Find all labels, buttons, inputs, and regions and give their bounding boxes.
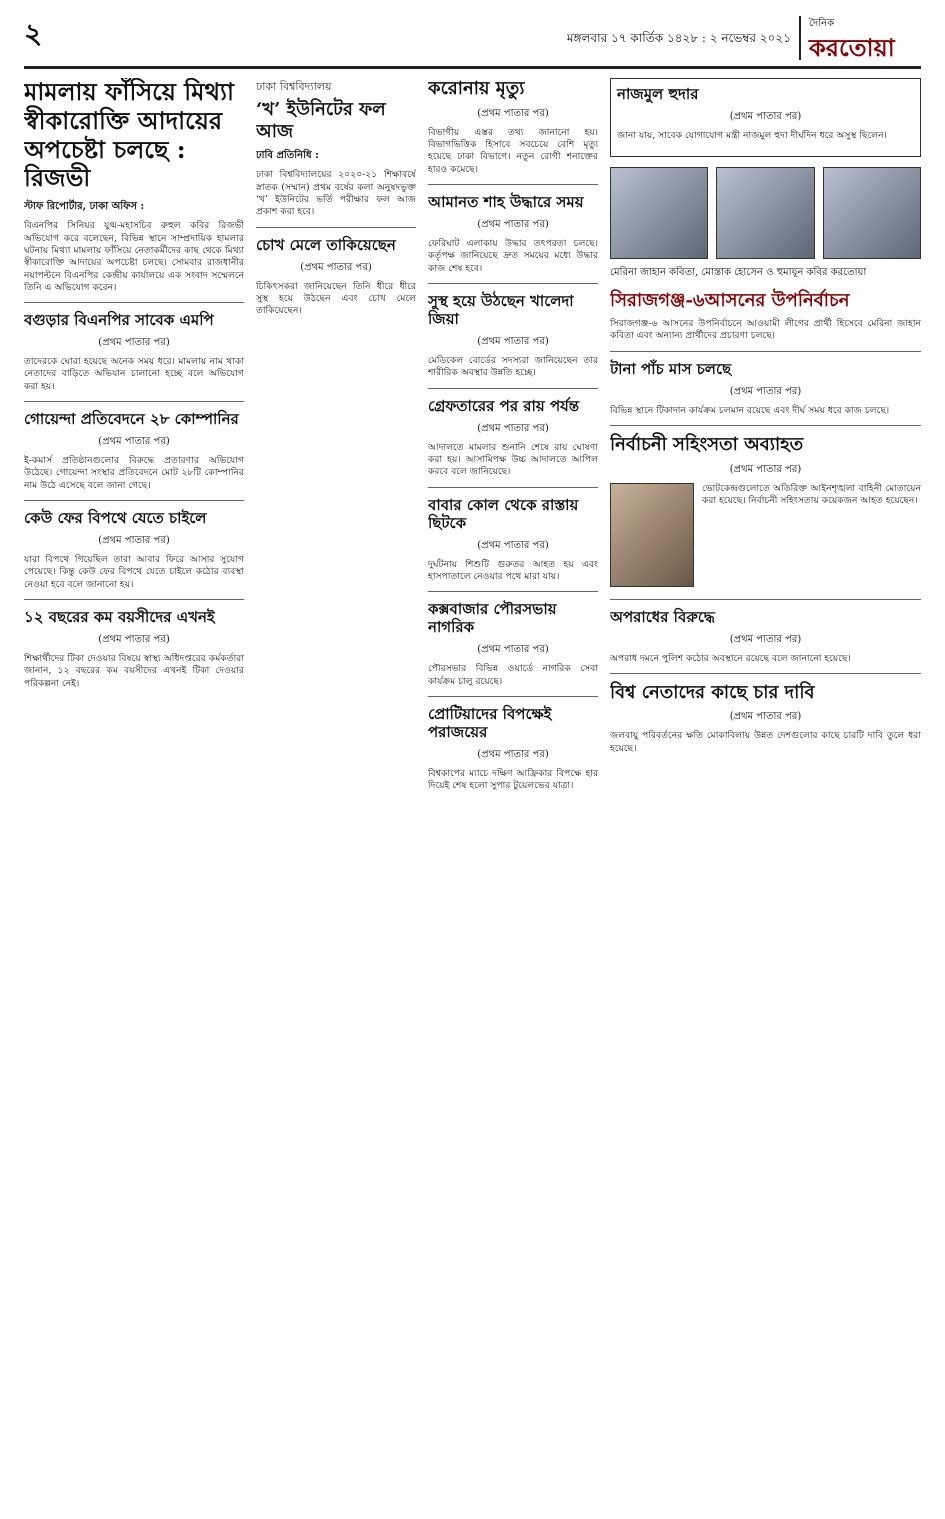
column-4 [610,78,921,1505]
story-continued: (প্রথম পাতার পর) [729,633,802,645]
story-body: পৌরসভার বিভিন্ন ওয়ার্ডে নাগরিক সেবা কার্যক্রম চালু রয়েছে। [428,663,598,687]
divider [428,696,598,697]
divider [24,500,244,501]
story-body: আদালতে মামলার শুনানি শেষে রায় ঘোষণা করা হয়। আসামিপক্ষ উচ্চ আদালতে আপিল করবে বলে জানিয়েছে। [428,441,598,478]
story-body: মেডিকেল বোর্ডের সদস্যরা জানিয়েছেন তার শারীরিক অবস্থার উন্নতি হচ্ছে। [428,354,598,379]
lead-byline: স্টাফ রিপোর্টার, ঢাকা অফিস : [24,201,145,213]
story-title: কক্সবাজার পৌরসভায় নাগরিক [428,600,557,637]
divider [428,388,598,389]
lead-headline: মামলায় ফাঁসিয়ে মিথ্যা স্বীকারোক্তি আদায়ের অপচেষ্টা চলছে : রিজভী [24,78,234,193]
story-continued: (প্রথম পাতার পর) [729,111,802,122]
story-body: শিক্ষার্থীদের টিকা দেওয়ার বিষয়ে স্বাস্থ্য অধিদপ্তরের কর্মকর্তারা জানান, ১২ বছরের কম বয়সীদের এখনই টিকা দেওয়ার পরিকল্পনা নেই। [24,653,244,689]
story-byline: ঢাবি প্রতিনিধি : [256,150,319,162]
story-body: অপরাধ দমনে পুলিশ কঠোর অবস্থানে রয়েছে বলে জানানো হয়েছে। [610,652,851,664]
story-title: বগুড়ার বিএনপির সাবেক এমপি [24,311,214,330]
divider [610,599,921,600]
story-body: ই-কমার্স প্রতিষ্ঠানগুলোর বিরুদ্ধে প্রতারণার অভিযোগ উঠেছে। গোয়েন্দা সংস্থার প্রতিবেদনে মোট ২৮টি কোম্পানির নাম উঠে এসেছে বলে জানা গেছে। [24,455,244,491]
story-title: টানা পাঁচ মাস চলছে [610,359,732,378]
story-body: বিভিন্ন স্থানে টিকাদান কার্যক্রম চলমান রয়েছে এবং দীর্ঘ সময় ধরে কাজ চলছে। [610,404,890,416]
story-title: গোয়েন্দা প্রতিবেদনে ২৮ কোম্পানির [24,410,239,429]
story-body: সিরাজগঞ্জ-৬ আসনের উপনির্বাচনে আওয়ামী লীগের প্রার্থী হিসেবে মেরিনা জাহান কবিতা এবং অন্যান্য প্রার্থীদের প্রচারণা চলছে। [610,317,921,342]
story-title: প্রোটিয়াদের বিপক্ষেই পরাজয়ের [428,704,552,741]
story-body: ভোটকেন্দ্রগুলোতে অতিরিক্ত আইনশৃঙ্খলা বাহিনী মোতায়েন করা হয়েছে। নির্বাচনী সহিংসতায় কয়েকজন আহত হয়েছেন। [702,482,921,506]
story-title: নির্বাচনী সহিংসতা অব্যাহত [610,433,804,455]
story-box [610,78,921,157]
newspaper-logo [799,16,921,60]
story-title: অপরাধের বিরুদ্ধে [610,607,715,626]
divider [610,351,921,352]
story-title: আমানত শাহ উদ্ধারে সময় [428,192,584,211]
column-2 [256,78,416,1505]
story-continued: (প্রথম পাতার পর) [729,385,802,397]
story-title: কেউ ফের বিপথে যেতে চাইলে [24,509,207,528]
lead-body: বিএনপির সিনিয়র যুগ্ম-মহাসচিব রুহুল কবির রিজভী অভিযোগ করে বলেছেন, বিভিন্ন স্থানে সাম্প্রদায়িক হামলার ঘটনায় মিথ্যা মামলায় ফাঁসিয়ে নেতাকর্মীদের কাছ থেকে মিথ্যা স্বীকারোক্তি আদায়ের অপচেষ্টা চলছে। সোমবার রাজধানীর নয়াপল্টনে বিএনপির কেন্দ্রীয় কার্যালয়ে এক সংবাদ সম্মেলনে তিনি এ অভিযোগ করেন। [24,220,244,293]
story-continued: (প্রথম পাতার পর) [98,337,170,349]
story-title: গ্রেফতারের পর রায় পর্যন্ত [428,396,580,415]
story-title: ১২ বছরের কম বয়সীদের এখনই [24,608,215,627]
story-body: জানা যায়, সাবেক যোগাযোগ মন্ত্রী নাজমুল হুদা দীর্ঘদিন ধরে অসুস্থ ছিলেন। [617,130,887,141]
story-body: বিশ্বকাপের ম্যাচে দক্ষিণ আফ্রিকার বিপক্ষে হার দিয়েই শেষ হলো সুপার টুয়েলভের যাত্রা। [428,767,598,792]
story-continued: (প্রথম পাতার পর) [477,107,549,119]
divider [610,425,921,426]
candidate-photo [823,167,921,259]
divider [24,302,244,303]
story-title: করোনায় মৃত্যু [428,78,525,99]
masthead [24,12,921,69]
story-title: চোখ মেলে তাকিয়েছেন [256,235,396,254]
column-1 [24,78,244,1505]
story-body: ঢাকা বিশ্ববিদ্যালয়ের ২০২০-২১ শিক্ষাবর্ষে স্নাতক (সম্মান) প্রথম বর্ষের কলা অনুষদভুক্ত ‘খ’ ইউনিটের ভর্তি পরীক্ষার ফল আজ প্রকাশ করা হবে। [256,169,416,218]
page-number: ২ [24,17,43,50]
divider [428,283,598,284]
story-continued: (প্রথম পাতার পর) [300,261,372,273]
date-line: মঙ্গলবার ১৭ কার্তিক ১৪২৮ : ২ নভেম্বর ২০২১ [566,31,791,45]
story-continued: (প্রথম পাতার পর) [98,634,170,646]
divider [24,401,244,402]
logo-small-text: দৈনিক [809,18,835,29]
story-continued: (প্রথম পাতার পর) [98,436,170,448]
story-continued: (প্রথম পাতার পর) [477,218,549,230]
candidate-photo [716,167,814,259]
story-kicker: ঢাকা বিশ্ববিদ্যালয় [256,80,332,93]
divider [610,673,921,674]
candidate-photo [610,167,708,259]
story-body: বিভাগীয় এস্তর তথ্য জানানো হয়। বিভাগভিত্তিক হিসাবে সবচেয়ে বেশি মৃত্যু হয়েছে ঢাকা বিভাগে। নতুন রোগী শনাক্তের হারও কমেছে। [428,126,598,175]
story-title: সিরাজগঞ্জ-৬আসনের উপনির্বাচন [610,290,850,312]
column-3 [428,78,598,1505]
divider [428,591,598,592]
story-continued: (প্রথম পাতার পর) [729,711,802,723]
divider [428,184,598,185]
story-continued: (প্রথম পাতার পর) [98,535,170,547]
story-title: সুস্থ হয়ে উঠছেন খালেদা জিয়া [428,291,574,328]
photo-row [610,167,921,259]
story-title: ‘খ’ ইউনিটের ফল আজ [256,99,386,142]
story-body: তাদেরকে ঘোরা হয়েছে অনেক সময় ধরে। মামলায় নাম থাকা নেতাদের বাড়িতে অভিযান চালানো হচ্ছে বলে অভিযোগ করা হয়। [24,356,244,392]
story-title: বাবার কোল থেকে রাস্তায় ছিটকে [428,495,579,532]
story-continued: (প্রথম পাতার পর) [477,748,549,760]
story-continued: (প্রথম পাতার পর) [477,335,549,347]
story-body: ফেরিঘাট এলাকায় উদ্ধার তৎপরতা চলছে। কর্তৃপক্ষ জানিয়েছে দ্রুত সময়ের মধ্যে উদ্ধার কাজ শেষ হবে। [428,237,598,274]
divider [428,487,598,488]
story-body: জলবায়ু পরিবর্তনের ক্ষতি মোকাবিলায় উন্নত দেশগুলোর কাছে চারটি দাবি তুলে ধরা হয়েছে। [610,730,921,754]
story-continued: (প্রথম পাতার পর) [729,463,802,475]
story-title: বিশ্ব নেতাদের কাছে চার দাবি [610,681,815,703]
story-continued: (প্রথম পাতার পর) [477,539,549,551]
story-body: যারা বিপথে গিয়েছিল তারা আবার ফিরে আসার সুযোগ পেয়েছে। কিন্তু কেউ ফের বিপথে যেতে চাইলে কঠোর ব্যবস্থা নেওয়া হবে বলে জানানো হয়। [24,554,244,590]
photo-caption: মেরিনা জাহান কবিতা, মোস্তাক হোসেন ও হুমায়ূন কবির করতোয়া [610,267,867,279]
story-title: নাজমুল হুদার [617,85,699,103]
news-photo [610,483,694,587]
story-body: দুর্ঘটনায় শিশুটি গুরুতর আহত হয় এবং হাসপাতালে নেওয়ার পথে মারা যায়। [428,558,598,582]
logo-big-text: করতোয়া [809,33,895,62]
story-body: চিকিৎসকরা জানিয়েছেন তিনি ধীরে ধীরে সুস্থ হয়ে উঠছেন এবং চোখ মেলে তাকিয়েছেন। [256,280,416,317]
divider [24,599,244,600]
divider [256,227,416,228]
story-continued: (প্রথম পাতার পর) [477,644,549,656]
story-continued: (প্রথম পাতার পর) [477,422,549,434]
